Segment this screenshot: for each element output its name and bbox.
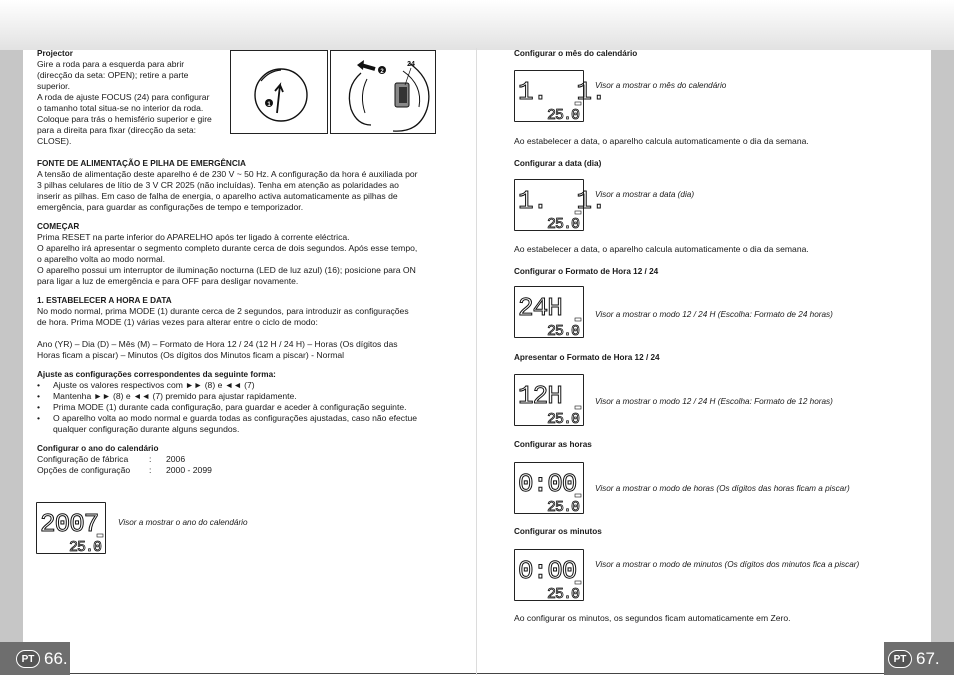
section-title: Configurar o Formato de Hora 12 / 24 bbox=[514, 267, 659, 276]
projector-focus-illustration bbox=[330, 50, 436, 134]
text-line: O aparelho possui um interruptor de iluminação nocturna (LED de luz azul) (16); posicione para ON bbox=[37, 265, 416, 275]
day-note bbox=[514, 244, 894, 277]
list-item: • Mantenha ►► (8) e ◄◄ (7) premido para ajustar rapidamente. bbox=[37, 391, 457, 402]
text-line: Prima RESET na parte inferior do APARELHO após ter ligado à corrente eléctrica. bbox=[37, 232, 350, 242]
projector-section bbox=[37, 48, 227, 147]
right-side-bar bbox=[931, 50, 954, 642]
setting-label: Opções de configuração bbox=[37, 465, 131, 475]
lcd-main-digits: 0:00 bbox=[518, 556, 577, 586]
projector-open-icon bbox=[231, 51, 329, 135]
lcd-day-display bbox=[514, 179, 606, 233]
section-title: Configurar as horas bbox=[514, 440, 592, 449]
text-line: qualquer configuração durante alguns segundos. bbox=[53, 424, 240, 434]
lcd-minutes-display bbox=[514, 549, 584, 601]
options-setting-row bbox=[37, 465, 457, 476]
format12-title bbox=[514, 352, 894, 363]
lcd-caption: Visor a mostrar a data (dia) bbox=[595, 190, 695, 199]
lcd-main-digits: 1. 1. bbox=[518, 77, 606, 107]
section-title: Configurar o ano do calendário bbox=[37, 444, 159, 453]
text-line: Coloque para trás o hemisfério superior e gire bbox=[37, 114, 212, 124]
text-line: Gire a roda para a esquerda para abrir bbox=[37, 59, 185, 69]
section-title: Ajuste as configurações correspondentes da seguinte forma: bbox=[37, 370, 276, 379]
lcd-icon bbox=[515, 375, 585, 427]
top-band bbox=[0, 0, 954, 50]
month-title bbox=[514, 48, 894, 59]
page-number: 66. bbox=[44, 649, 68, 668]
section-title: Configurar o mês do calendário bbox=[514, 49, 638, 58]
lcd-main-digits: 1. 1. bbox=[518, 186, 606, 216]
projector-focus-icon bbox=[331, 51, 437, 135]
text-line: para ligar a luz de emergência e para OFF para desligar novamente. bbox=[37, 276, 299, 286]
lcd-caption: Visor a mostrar o mês do calendário bbox=[595, 81, 727, 90]
text-line: inserir as pilhas. Em caso de falha de energia, o aparelho activa automaticamente as pilhas de bbox=[37, 191, 398, 201]
text-line: CLOSE). bbox=[37, 136, 72, 146]
text-line: Ano (YR) – Dia (D) – Mês (M) – Formato de Hora 12 / 24 (12 H / 24 H) – Horas (Os dígitos das bbox=[37, 339, 398, 349]
setting-value: 2006 bbox=[166, 454, 186, 464]
lcd-icon bbox=[515, 550, 585, 602]
page-number-right bbox=[888, 647, 940, 671]
list-item: • Ajuste os valores respectivos com ►► (8) e ◄◄ (7) bbox=[37, 380, 457, 391]
lcd-icon bbox=[515, 71, 606, 124]
text-line: superior. bbox=[37, 81, 70, 91]
minutes-note bbox=[514, 613, 894, 624]
lcd-month-display bbox=[514, 70, 606, 124]
lcd-24h-display bbox=[514, 286, 584, 338]
lcd-temperature: 25.0 bbox=[547, 107, 580, 124]
figure-step-label: 1 bbox=[267, 102, 271, 108]
section-title: COMEÇAR bbox=[37, 222, 80, 231]
minutes-title bbox=[514, 526, 894, 537]
text-line: o tamanho total situa-se no interior da roda. bbox=[37, 103, 204, 113]
lcd-main-digits: 0:00 bbox=[518, 469, 577, 499]
lcd-main-digits: 24H bbox=[518, 293, 562, 323]
page-number-left bbox=[16, 647, 68, 671]
lcd-hours-display bbox=[514, 462, 584, 514]
lcd-caption: Visor a mostrar o modo 12 / 24 H (Escolha: Formato de 24 horas) bbox=[595, 310, 833, 319]
lcd-caption: Visor a mostrar o modo de horas (Os dígitos das horas ficam a piscar) bbox=[595, 484, 850, 493]
page-number: 67. bbox=[916, 649, 940, 668]
section-title: Configurar a data (dia) bbox=[514, 159, 602, 168]
section-title: Configurar os minutos bbox=[514, 527, 602, 536]
text-line: (direcção da seta: OPEN); retire a parte bbox=[37, 70, 189, 80]
lcd-temperature: 25.0 bbox=[547, 216, 580, 233]
text-line: A tensão de alimentação deste aparelho é de 230 V ~ 50 Hz. A configuração da hora é auxiliada por bbox=[37, 169, 418, 179]
adjust-list bbox=[37, 380, 457, 424]
lcd-main-digits: 2007 bbox=[40, 509, 99, 539]
lcd-caption: Visor a mostrar o ano do calendário bbox=[118, 518, 248, 527]
lcd-temperature: 25.0 bbox=[547, 323, 580, 340]
text-line: 3 pilhas celulares de lítio de 3 V CR 2025 (não incluídas). Tenha em atenção as polaridades ao bbox=[37, 180, 399, 190]
text-line: Horas ficam a piscar) – Minutos (Os dígitos dos Minutos ficam a piscar) - Normal bbox=[37, 350, 345, 360]
text-line: Ao estabelecer a data, o aparelho calcula automaticamente o dia da semana. bbox=[514, 136, 809, 146]
figure-step-label: 2 bbox=[380, 69, 384, 75]
lcd-caption: Visor a mostrar o modo 12 / 24 H (Escolha: Formato de 12 horas) bbox=[595, 397, 833, 406]
figure-part-label: 24 bbox=[407, 61, 415, 68]
power-section bbox=[37, 158, 457, 476]
lcd-icon bbox=[515, 463, 585, 515]
bottom-rule-left bbox=[70, 673, 476, 674]
text-line: A roda de ajuste FOCUS (24) para configurar bbox=[37, 92, 210, 102]
lcd-main-digits: 12H bbox=[518, 381, 562, 411]
lcd-temperature: 25.0 bbox=[547, 586, 580, 603]
lcd-temperature: 25.0 bbox=[547, 499, 580, 516]
text-line: Ao estabelecer a data, o aparelho calcula automaticamente o dia da semana. bbox=[514, 244, 809, 254]
section-title: Apresentar o Formato de Hora 12 / 24 bbox=[514, 353, 660, 362]
language-badge: PT bbox=[888, 650, 912, 668]
list-item: • Prima MODE (1) durante cada configuração, para guardar e aceder à configuração seguinte. bbox=[37, 402, 457, 413]
text-line: o aparelho volta ao modo normal. bbox=[37, 254, 166, 264]
list-item: • O aparelho volta ao modo normal e guarda todas as configurações ajustadas, caso não efectue bbox=[37, 413, 457, 424]
lcd-icon bbox=[515, 180, 606, 233]
setting-label: Configuração de fábrica bbox=[37, 454, 129, 464]
left-side-bar bbox=[0, 50, 23, 642]
lcd-caption: Visor a mostrar o modo de minutos (Os dígitos dos minutos fica a piscar) bbox=[595, 560, 860, 569]
text-line: de hora. Prima MODE (1) várias vezes para alterar entre o ciclo de modo: bbox=[37, 317, 318, 327]
text-line: para a direita para fixar (direcção da seta: bbox=[37, 125, 197, 135]
projector-open-illustration bbox=[230, 50, 328, 134]
hours-title bbox=[514, 439, 894, 450]
text-line: Ao configurar os minutos, os segundos ficam automaticamente em Zero. bbox=[514, 613, 791, 623]
setting-separator: : bbox=[149, 465, 152, 475]
section-title: Projector bbox=[37, 49, 73, 58]
lcd-12h-display bbox=[514, 374, 584, 426]
bottom-rule-right bbox=[477, 673, 884, 674]
setting-value: 2000 - 2099 bbox=[166, 465, 212, 475]
lcd-temperature: 25.0 bbox=[69, 539, 102, 556]
setting-separator: : bbox=[149, 454, 152, 464]
month-note bbox=[514, 136, 894, 169]
page-divider bbox=[476, 48, 477, 675]
factory-setting-row bbox=[37, 454, 457, 465]
section-title: 1. ESTABELECER A HORA E DATA bbox=[37, 296, 172, 305]
lcd-icon bbox=[515, 287, 585, 339]
text-line: O aparelho irá apresentar o segmento completo durante cerca de dois segundos. Após esse tempo, bbox=[37, 243, 418, 253]
text-line: emergência, para guardar as configurações de tempo e temporizador. bbox=[37, 202, 304, 212]
lcd-year-display bbox=[36, 502, 106, 554]
section-title: FONTE DE ALIMENTAÇÃO E PILHA DE EMERGÊNCIA bbox=[37, 159, 246, 168]
lcd-temperature: 25.0 bbox=[547, 411, 580, 428]
language-badge: PT bbox=[16, 650, 40, 668]
lcd-icon bbox=[37, 503, 107, 555]
text-line: No modo normal, prima MODE (1) durante cerca de 2 segundos, para introduzir as configurações bbox=[37, 306, 409, 316]
